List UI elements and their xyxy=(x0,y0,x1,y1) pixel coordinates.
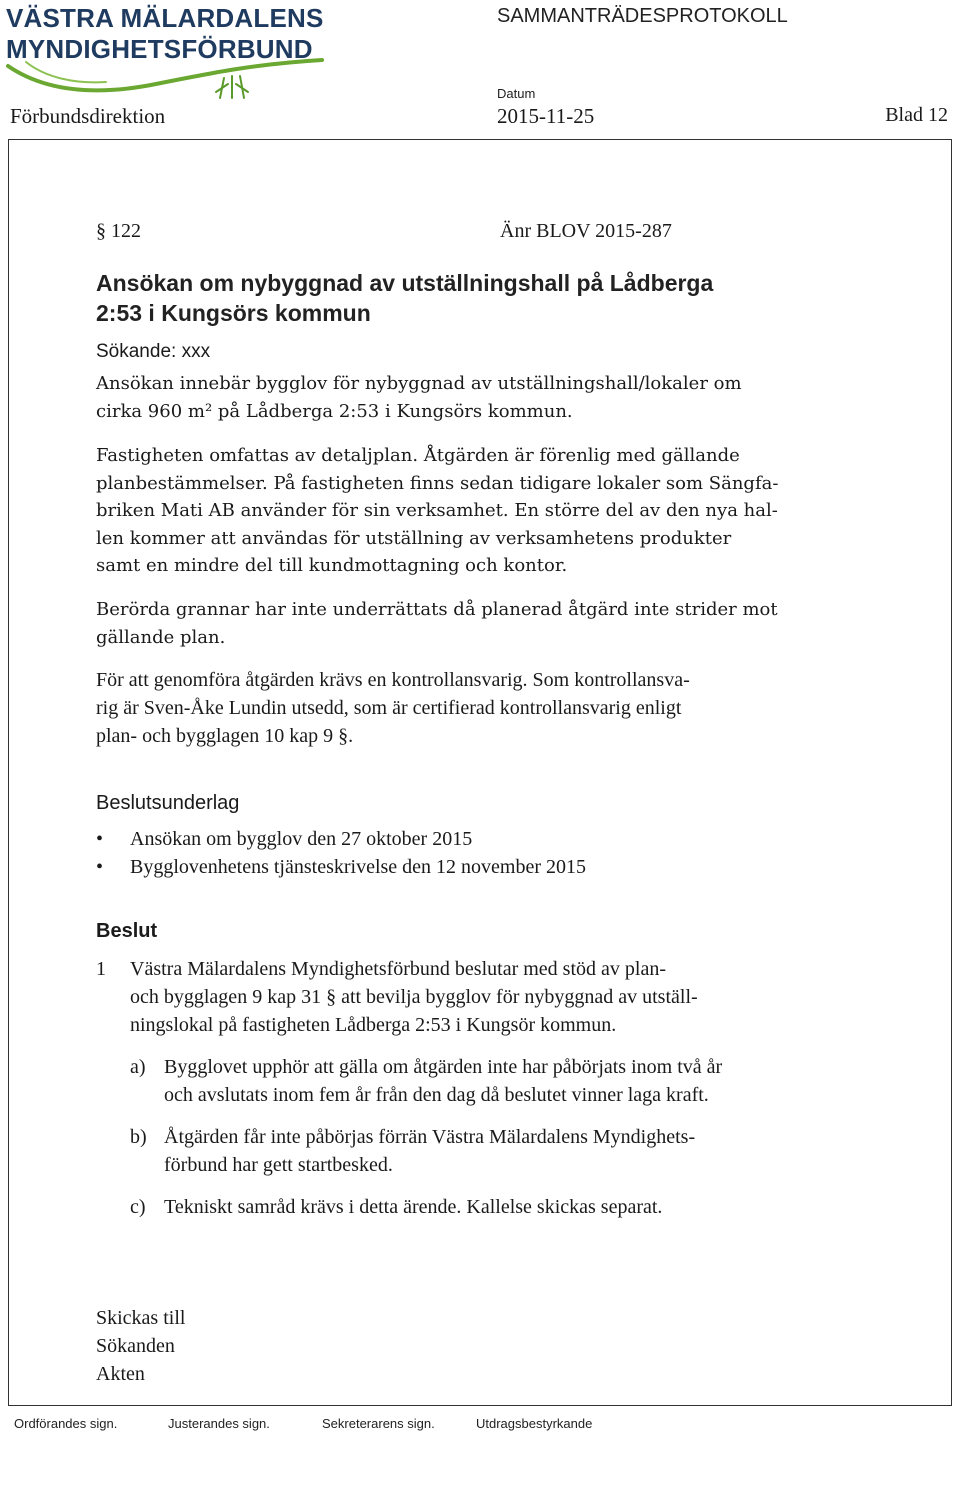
case-title xyxy=(96,268,713,328)
paragraph-line: Fastigheten omfattas av detaljplan. Åtgärden är förenlig med gällande xyxy=(96,445,740,466)
neighbours-paragraph xyxy=(96,596,778,651)
date-label: Datum xyxy=(497,86,536,101)
paragraph-line: Berörda grannar har inte underrättats då planerad åtgärd inte strider mot xyxy=(96,599,778,620)
send-to-heading: Skickas till xyxy=(96,1307,186,1329)
bullet-icon: • xyxy=(96,856,104,878)
meeting-date: 2015-11-25 xyxy=(497,104,595,128)
list-item-text: Bygglovenhetens tjänsteskrivelse den 12 november 2015 xyxy=(130,856,587,878)
paragraph-line: cirka 960 m² på Lådberga 2:53 i Kungsörs kommun. xyxy=(96,400,573,422)
paragraph-line: Ansökan innebär bygglov för nybyggnad av utställningshall/lokaler om xyxy=(96,373,742,394)
logo-swoosh-icon xyxy=(6,58,326,100)
decision-text xyxy=(130,955,698,1039)
send-to-block xyxy=(96,1304,185,1388)
logo-text-line1: VÄSTRA MÄLARDALENS xyxy=(6,3,324,33)
decision-line: ningslokal på fastigheten Lådberga 2:53 i Kungsör kommun. xyxy=(130,1014,617,1036)
paragraph-line: rig är Sven-Åke Lundin utsedd, som är certifierad kontrollansvarig enligt xyxy=(96,697,682,719)
paragraph-line: briken Mati AB använder för sin verksamhet. En större del av den nya hal- xyxy=(96,500,778,521)
paragraph-line: plan- och bygglagen 10 kap 9 §. xyxy=(96,725,354,747)
decision-line: och bygglagen 9 kap 31 § att bevilja bygglov för nybyggnad av utställ- xyxy=(130,986,698,1008)
condition-text xyxy=(164,1054,722,1109)
committee-name: Förbundsdirektion xyxy=(10,104,166,128)
logo-text-line2: MYNDIGHETSFÖRBUND xyxy=(6,34,313,64)
recipient: Akten xyxy=(96,1363,145,1385)
condition-line: Åtgärden får inte påbörjas förrän Västra Mälardalens Myndighets- xyxy=(164,1126,696,1148)
list-item-text: Ansökan om bygglov den 27 oktober 2015 xyxy=(130,828,473,850)
condition-letter: a) xyxy=(130,1056,146,1078)
decision-heading: Beslut xyxy=(96,920,158,942)
paragraph-line: gällande plan. xyxy=(96,626,226,648)
recipient: Sökanden xyxy=(96,1335,175,1357)
organization-logo xyxy=(6,0,336,100)
decision-line: Västra Mälardalens Myndighetsförbund beslutar med stöd av plan- xyxy=(130,958,666,980)
basis-heading: Beslutsunderlag xyxy=(96,792,240,814)
bullet-icon: • xyxy=(96,828,104,850)
applicant: Sökande: xxx xyxy=(96,341,211,362)
condition-letter: b) xyxy=(130,1126,147,1148)
condition-text xyxy=(164,1124,695,1179)
condition-line: Tekniskt samråd krävs i detta ärende. Kallelse skickas separat. xyxy=(164,1196,663,1218)
condition-letter: c) xyxy=(130,1196,146,1218)
control-paragraph xyxy=(96,666,690,750)
chair-signature-label: Ordförandes sign. xyxy=(14,1416,118,1431)
page-number: Blad 12 xyxy=(885,104,948,126)
condition-line: Bygglovet upphör att gälla om åtgärden inte har påbörjats inom två år xyxy=(164,1056,723,1078)
paragraph-line: len kommer att användas för utställning av verksamhetens produkter xyxy=(96,527,732,549)
paragraph-line: planbestämmelser. På fastigheten finns sedan tidigare lokaler som Sängfa- xyxy=(96,472,779,494)
secretary-signature-label: Sekreterarens sign. xyxy=(322,1416,435,1431)
condition-line: och avslutats inom fem år från den dag då beslutet vinner laga kraft. xyxy=(164,1083,709,1106)
property-paragraph xyxy=(96,442,778,580)
case-title-line: 2:53 i Kungsörs kommun xyxy=(96,300,371,326)
document-type: SAMMANTRÄDESPROTOKOLL xyxy=(497,5,788,27)
case-title-line: Ansökan om nybyggnad av utställningshall på Lådberga xyxy=(96,270,714,296)
condition-text xyxy=(164,1194,662,1222)
section-number: § 122 xyxy=(96,220,141,242)
adjuster-signature-label: Justerandes sign. xyxy=(168,1416,270,1431)
paragraph-line: samt en mindre del till kundmottagning och kontor. xyxy=(96,555,568,576)
case-reference: Änr BLOV 2015-287 xyxy=(500,220,672,242)
paragraph-line: För att genomföra åtgärden krävs en kontrollansvarig. Som kontrollansva- xyxy=(96,669,690,691)
footer-divider xyxy=(8,1405,952,1406)
condition-line: förbund har gett startbesked. xyxy=(164,1153,393,1176)
intro-paragraph xyxy=(96,370,742,425)
decision-number: 1 xyxy=(96,958,106,980)
extract-certification-label: Utdragsbestyrkande xyxy=(476,1416,593,1431)
